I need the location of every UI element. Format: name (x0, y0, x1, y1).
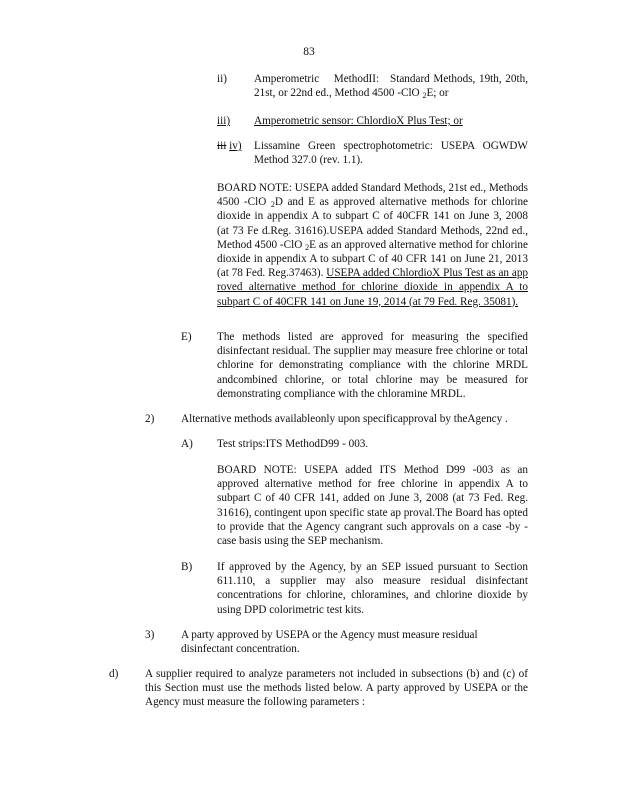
item-iii-label: iii) (217, 115, 231, 127)
item-d-text: A supplier required to analyze parameters not included in subsections (b) and (c) of this Section must use the methods listed below. A party approved by USEPA or the Agency must measure the following parameters : (145, 668, 528, 709)
item-3-text: A party approved by USEPA or the Agency must measure residual disinfectant concentration. (181, 629, 478, 656)
board-note-2: BOARD NOTE: USEPA added ITS Method D99 -003 as an approved alternative method for free chlorine in appendix A to subpart C of 40 CFR 141, added on June 3, 2008 (at 73 Fed. Reg. 31616), contingent upon specific state ap proval.The Board has opted to provide that the Agency cangrant such approvals on a case -by -case basis using the SEP mechanism. (217, 464, 528, 548)
item-E-text: The methods listed are approved for measuring the specified disinfectant residual. The supplier may measure free chlorine or total chlorine for demonstrating compliance with the chlorine MRDL andcombined chlorine, or total chlorine may be measured for demonstrating compliance with the chloramine MRDL. (217, 331, 528, 400)
page-number: 83 (303, 46, 315, 58)
board-note-1-plain: BOARD NOTE: USEPA added Standard Methods, 21st ed., Methods 4500 -ClO $_2$D and E as approved alternative methods for chlorine dioxide in appendix A to subpart C of 40CFR 141 on June 3, 2008 (at 73 Fe d.Reg. 31616).USEPA added Standard Methods, 22nd ed., Method 4500 -ClO $_2$E as an approved alternative method for chlorine dioxide in appendix A to subpart C of 40 CFR 141 on June 21, 2013 (at 78 Fed. Reg.37463). (217, 182, 528, 280)
item-iv-label-old: iii (217, 140, 227, 152)
item-iv-label (217, 139, 242, 153)
item-iii-text: Amperometric sensor: ChlordioX Plus Test; or (254, 115, 463, 127)
item-A-text: Test strips:ITS MethodD99 - 003. (217, 438, 369, 450)
item-B-label: B) (181, 561, 193, 573)
item-2-label: 2) (145, 413, 155, 425)
item-d-label: d) (109, 668, 119, 680)
item-A-label: A) (181, 438, 193, 450)
board-note-1 (217, 181, 528, 309)
item-ii-label: ii) (217, 73, 227, 85)
item-B-text: If approved by the Agency, by an SEP issued pursuant to Section 611.110, a supplier may also measure residual disinfectant concentrations for chlorine, chloramines, and chlorine dioxide by using DPD colorimetric test kits. (217, 561, 528, 616)
item-2-text: Alternative methods availableonly upon specificapproval by theAgency . (181, 413, 508, 425)
item-iv-label-new: iv) (229, 140, 242, 152)
item-ii-text: Amperometric MethodII: Standard Methods, 19th, 20th, 21st, or 22nd ed., Method 4500 -ClO $_2$E; or (254, 73, 528, 101)
board-note-1-underlined: USEPA added ChlordioX Plus Test as an app roved alternative method for chlorine dioxide in appendix A to subpart C of 40CFR 141 on June 19, 2014 (at 79 Fed. Reg. 35081). (217, 267, 529, 308)
item-E-label: E) (181, 331, 192, 343)
item-3-label: 3) (145, 629, 155, 641)
item-iv-text: Lissamine Green spectrophotometric: USEPA OGWDW Method 327.0 (rev. 1.1). (254, 140, 528, 167)
